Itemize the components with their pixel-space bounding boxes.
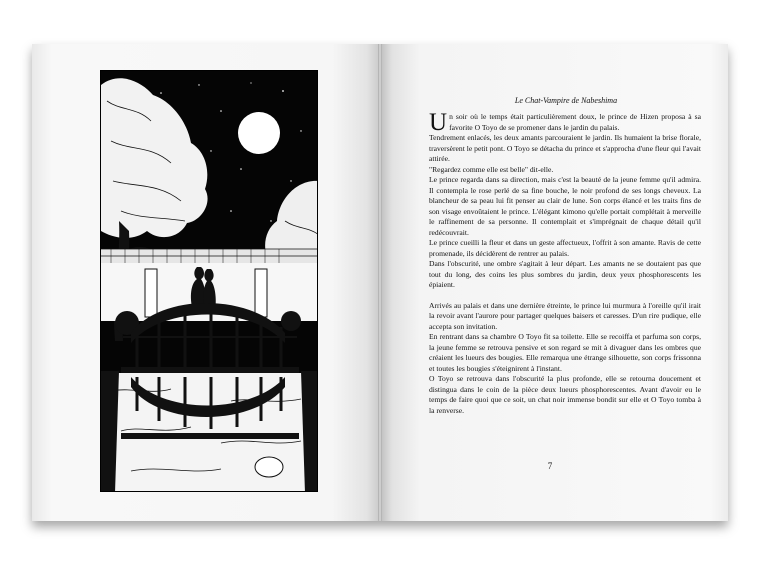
opening-paragraph-text: n soir où le temps était particulièrement doux, le prince de Hizen proposa à sa favorite O Toyo de se promener dans le jardin du palais. [449, 112, 701, 132]
paragraph: En rentrant dans sa chambre O Toyo fit sa toilette. Elle se recoiffa et parfuma son corps, la jeune femme se retrouva pensive et son regard se mit à divaguer dans les ombres que créaient les lueurs des bougies. Elle remarqua une étrange silhouette, son corps frissonna et toutes les bougies s'éteignirent à l'instant. [429, 332, 701, 373]
paragraph: Le prince regarda dans sa direction, mais c'est la beauté de la jeune femme qu'il admira. Il contempla le rose perlé de sa fine bouche, le noir profond de ses longs cheveux. La blancheur de sa peau lui fit penser au clair de lune. Son corps élancé et les traits fins de son visage envoûtaient le prince. L'élégant kimono qu'elle portait complétait à merveille le raffinement de sa personne. Il contemplait et s'imprégnait de chaque détail qu'il redécouvrait. [429, 175, 701, 237]
garden-bridge-illustration [101, 71, 318, 492]
left-page [32, 44, 380, 521]
illustration-night-garden [100, 70, 318, 492]
opening-paragraph [429, 109, 701, 136]
paragraph-gap [429, 291, 701, 301]
drop-cap: U [429, 109, 448, 136]
paragraph: Dans l'obscurité, une ombre s'agitait à leur départ. Les amants ne se doutaient pas que tout du long, des coins les plus sombres du jardin, deux yeux phosphorescents les épiaient. [429, 259, 701, 289]
paragraph: Le prince cueilli la fleur et dans un geste affectueux, l'offrit à son amante. Ravis de cette promenade, ils décidèrent de rentrer au palais. [429, 238, 701, 258]
page-number: 7 [547, 461, 553, 471]
paragraph: Arrivés au palais et dans une dernière étreinte, le prince lui murmura à l'oreille qu'il irait la revoir avant l'aurore pour partager quelques baisers et caresses. D'un rire pudique, elle accepta son invitation. [429, 300, 701, 331]
book-spine [378, 44, 382, 521]
paragraph: Tendrement enlacés, les deux amants parcouraient le jardin. Ils humaient la brise florale, traversèrent le petit pont. O Toyo se détacha du prince et s'approcha d'une fleur qui l'avait attirée. [429, 133, 701, 163]
running-head: Le Chat-Vampire de Nabeshima [514, 96, 618, 105]
paragraph: O Toyo se retrouva dans l'obscurité la plus profonde, elle se retourna doucement et distingua dans le coin de la pièce deux lueurs phosphorescentes. Avant d'avoir eu le temps de faire quoi que ce soit, un chat noir immense bondit sur elle et O Toyo tomba à la renverse. [429, 374, 701, 415]
paragraph: "Regardez comme elle est belle" dit-elle. [429, 164, 554, 174]
body-text [429, 109, 701, 416]
